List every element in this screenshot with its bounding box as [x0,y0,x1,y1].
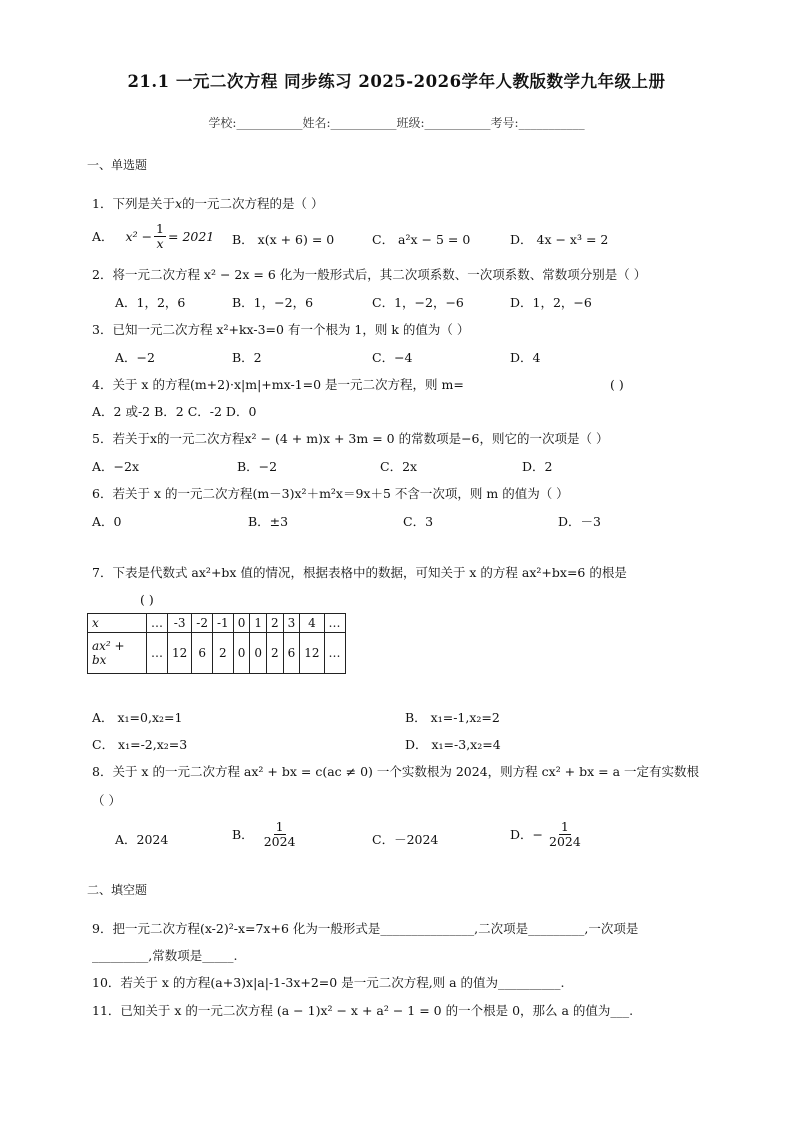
question-2-option-d: D．1，2，−6 [510,295,592,310]
table-cell: … [147,633,168,674]
question-8-option-c: C．－2024 [372,832,439,847]
question-4-stem: 4．关于 x 的方程(m+2)·x|m|+mx-1=0 是一元二次方程，则 m= [92,377,464,392]
question-1-option-c: C． a²x − 5 = 0 [372,232,471,247]
question-2-option-a: A．1，2，6 [115,295,186,310]
table-cell: 4 [300,614,324,633]
table-cell: 12 [300,633,324,674]
table-cell: 0 [250,633,267,674]
table-cell: … [324,614,345,633]
table-cell: 12 [168,633,192,674]
question-3-option-d: D．4 [510,350,541,365]
question-10: 10．若关于 x 的方程(a+3)x|a|-1-3x+2=0 是一元二次方程,则 a 的值为__________. [92,975,565,990]
table-cell: 2 [266,614,283,633]
values-table [87,613,346,674]
question-6-option-d: D．－3 [558,514,601,529]
question-9-line-1: 9．把一元二次方程(x-2)²-x=7x+6 化为一般形式是_______________,二次项是_________,一次项是 [92,921,639,936]
question-1-option-a: A． x² − $\frac{1}{x}$ = 2021 [92,221,215,251]
page-title: 21.1 一元二次方程 同步练习 2025-2026学年人教版数学九年级上册 [127,72,666,91]
question-6-option-c: C．3 [403,514,434,529]
question-3-option-c: C．−4 [372,350,413,365]
question-7-option-c: C． x₁=-2,x₂=3 [92,737,188,752]
question-5-option-a: A．−2x [92,459,140,474]
question-2-stem: 2．将一元二次方程 x² − 2x = 6 化为一般形式后，其二次项系数、一次项系数、常数项分别是（ ） [92,267,647,282]
table-cell: 0 [233,614,250,633]
table-cell: 6 [192,633,213,674]
question-1-option-d: D． 4x − x³ = 2 [510,232,609,247]
question-1-option-b: B． x(x + 6) = 0 [232,232,335,247]
question-7-stem: 7．下表是代数式 ax²+bx 值的情况，根据表格中的数据，可知关于 x 的方程 ax²+bx=6 的根是 [92,565,627,580]
question-7-paren: ( ) [140,592,154,607]
table-cell: 3 [283,614,300,633]
table-cell: -2 [192,614,213,633]
table-cell: … [147,614,168,633]
table-cell: 6 [283,633,300,674]
question-9-line-2: _________,常数项是_____. [92,948,238,963]
table-cell: … [324,633,345,674]
question-5-option-d: D．2 [522,459,553,474]
question-4-options: A．2 或-2 B．2 C．-2 D．0 [92,404,257,419]
question-7-option-d: D． x₁=-3,x₂=4 [405,737,501,752]
question-2-option-b: B．1，−2，6 [232,295,314,310]
table-cell: 2 [212,633,233,674]
table-row-header: ax² + bx [88,633,147,674]
table-cell: 1 [250,614,267,633]
question-3-option-b: B．2 [232,350,262,365]
table-cell: 2 [266,633,283,674]
question-8-option-d: D．− $\frac{1}{2024}$ [510,819,581,849]
question-5-option-b: B．−2 [237,459,278,474]
question-3-stem: 3．已知一元二次方程 x²+kx-3=0 有一个根为 1，则 k 的值为（ ） [92,322,470,337]
question-2-option-c: C．1，−2，−6 [372,295,464,310]
question-5-option-c: C．2x [380,459,418,474]
question-6-option-a: A．0 [92,514,122,529]
table-cell: -3 [168,614,192,633]
question-8-paren: （ ） [92,793,121,808]
section-fill-blank: 二、填空题 [87,883,148,897]
question-7-option-a: A． x₁=0,x₂=1 [92,710,183,725]
question-4-paren: ( ) [610,377,624,392]
question-11: 11．已知关于 x 的一元二次方程 (a − 1)x² − x + a² − 1 = 0 的一个根是 0，那么 a 的值为___. [92,1003,634,1018]
question-1-stem: 1．下列是关于x的一元二次方程的是（ ） [92,196,324,211]
student-info-line: 学校:___________姓名:___________班级:___________考号:___________ [208,116,585,130]
question-8-stem: 8．关于 x 的一元二次方程 ax² + bx = c(ac ≠ 0) 一个实数根为 2024，则方程 cx² + bx = a 一定有实数根 [92,764,700,779]
table-cell: 0 [233,633,250,674]
question-8-option-a: A．2024 [115,832,169,847]
question-5-stem: 5．若关于x的一元二次方程x² − (4 + m)x + 3m = 0 的常数项是−6，则它的一次项是（ ） [92,431,609,446]
question-3-option-a: A．−2 [115,350,155,365]
section-single-choice: 一、单选题 [87,158,148,172]
question-6-stem: 6．若关于 x 的一元二次方程(m－3)x²＋m²x＝9x＋5 不含一次项，则 m 的值为（ ） [92,486,569,501]
table-cell: x [88,614,147,633]
table-cell: -1 [212,614,233,633]
question-8-option-b: B． $\frac{1}{2024}$ [232,819,296,849]
question-6-option-b: B．±3 [248,514,289,529]
question-7-option-b: B． x₁=-1,x₂=2 [405,710,500,725]
